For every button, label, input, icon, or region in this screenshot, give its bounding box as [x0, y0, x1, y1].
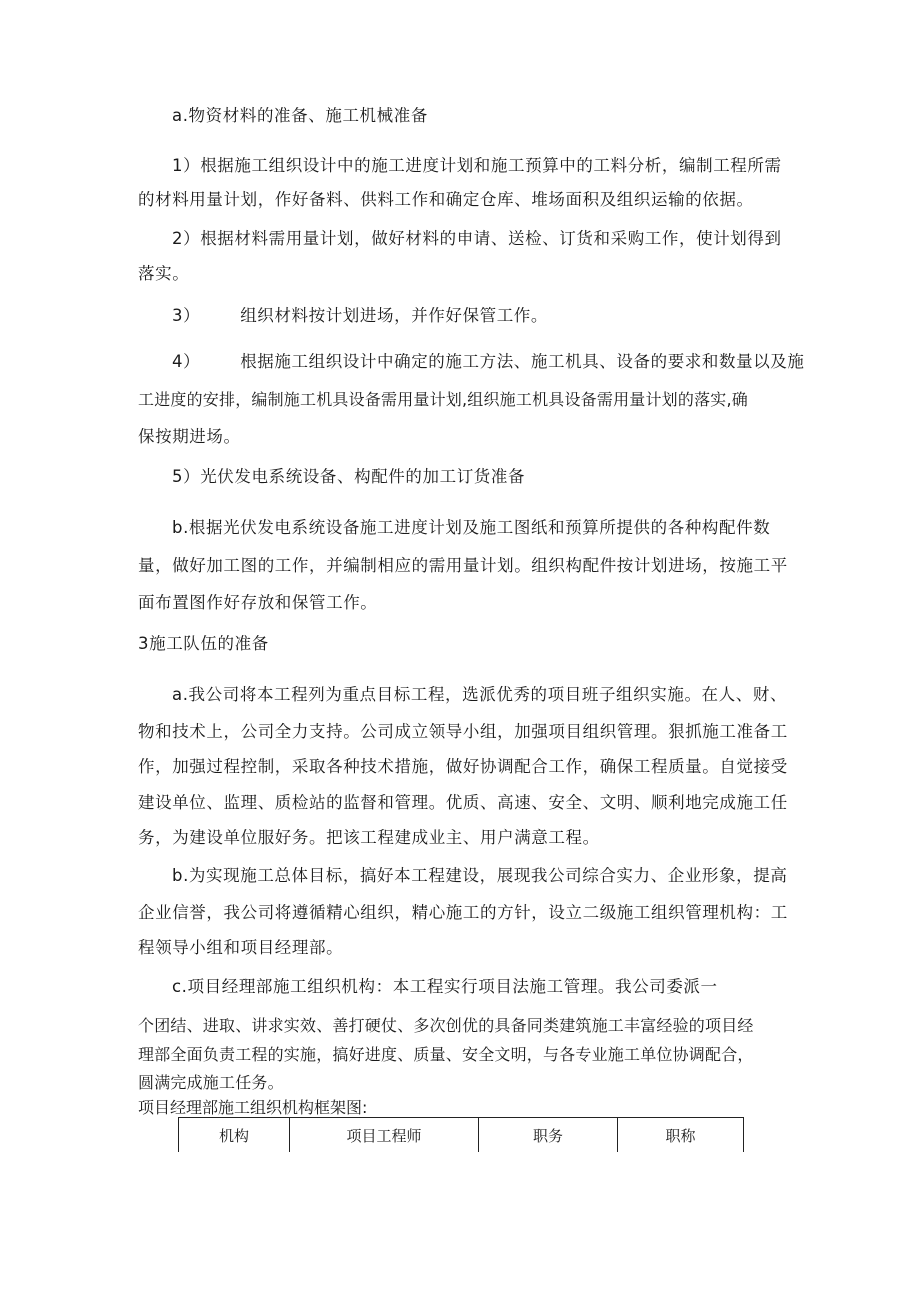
table-header-row [179, 1118, 744, 1153]
table-caption: 项目经理部施工组织机构框架图: [138, 1098, 368, 1117]
para-5: 5）光伏发电系统设备、构配件的加工订货准备 [172, 467, 526, 486]
para-4-text: 根据施工组织设计中确定的施工方法、施工机具、设备的要求和数量以及施 [240, 352, 805, 371]
para-3 [172, 306, 548, 326]
para-3a-line-5: 务，为建设单位服好务。把该工程建成业主、用户满意工程。 [138, 828, 600, 847]
section-a-title: a.物资材料的准备、施工机械准备 [172, 106, 428, 125]
para-4-line-2: 工进度的安排，编制施工机具设备需用量计划,组织施工机具设备需用量计划的落实,确 [138, 390, 748, 409]
para-3-text: 组织材料按计划进场，并作好保管工作。 [240, 306, 549, 325]
para-4-line-3: 保按期进场。 [138, 427, 241, 446]
org-structure-table [178, 1117, 744, 1152]
para-2-line-1: 2）根据材料需用量计划，做好材料的申请、送检、订货和采购工作，使计划得到 [172, 229, 782, 248]
para-b-line-1: b.根据光伏发电系统设备施工进度计划及施工图纸和预算所提供的各种构配件数 [172, 518, 771, 537]
para-2-line-2: 落实。 [138, 264, 190, 283]
para-3c-line-3: 理部全面负责工程的实施，搞好进度、质量、安全文明，与各专业施工单位协调配合， [138, 1045, 754, 1064]
para-4-number: 4） [172, 352, 201, 371]
para-3a-line-2: 物和技术上，公司全力支持。公司成立领导小组，加强项目组织管理。狠抓施工准备工 [138, 722, 788, 741]
para-3c-line-4: 圆满完成施工任务。 [138, 1073, 284, 1092]
para-3c-line-1: c.项目经理部施工组织机构：本工程实行项目法施工管理。我公司委派一 [172, 977, 718, 996]
heading-3: 3施工队伍的准备 [138, 634, 269, 653]
para-b-line-2: 量，做好加工图的工作，并编制相应的需用量计划。组织构配件按计划进场，按施工平 [138, 556, 788, 575]
para-3-number: 3） [172, 306, 201, 325]
para-3a-line-4: 建设单位、监理、质检站的监督和管理。优质、高速、安全、文明、顺利地完成施工任 [138, 793, 788, 812]
para-3a-line-1: a.我公司将本工程列为重点目标工程，选派优秀的项目班子组织实施。在人、财、 [172, 685, 788, 704]
header-cell-org: 机构 [179, 1118, 290, 1153]
para-3c-line-2: 个团结、进取、讲求实效、善打硬仗、多次创优的具备同类建筑施工丰富经验的项目经 [138, 1016, 754, 1035]
para-3b-line-2: 企业信誉，我公司将遵循精心组织，精心施工的方针，设立二级施工组织管理机构：工 [138, 903, 788, 922]
para-3a-line-3: 作，加强过程控制，采取各种技术措施，做好协调配合工作，确保工程质量。自觉接受 [138, 757, 788, 776]
para-3b-line-3: 程领导小组和项目经理部。 [138, 938, 344, 957]
header-cell-title: 职称 [618, 1118, 744, 1153]
header-cell-engineer: 项目工程师 [290, 1118, 479, 1153]
header-cell-position: 职务 [479, 1118, 618, 1153]
para-4-line-1 [172, 352, 805, 372]
para-3b-line-1: b.为实现施工总体目标，搞好本工程建设，展现我公司综合实力、企业形象，提高 [172, 866, 788, 885]
para-1-line-2: 的材料用量计划，作好备料、供料工作和确定仓库、堆场面积及组织运输的依据。 [138, 190, 754, 209]
para-1-line-1: 1）根据施工组织设计中的施工进度计划和施工预算中的工料分析，编制工程所需 [172, 156, 782, 175]
para-b-line-3: 面布置图作好存放和保管工作。 [138, 593, 378, 612]
